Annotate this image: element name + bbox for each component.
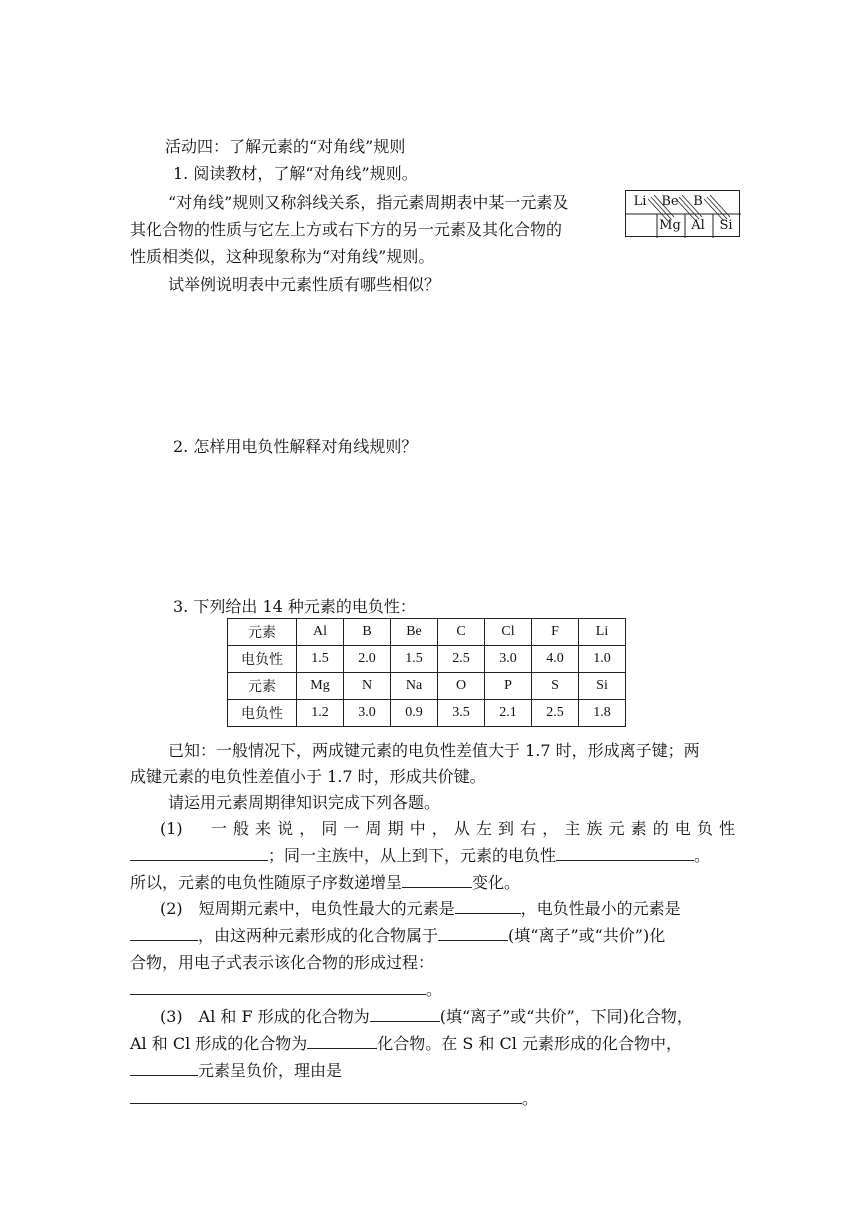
answer-blank[interactable] <box>438 926 508 941</box>
table-cell: 1.5 <box>297 646 344 673</box>
instruction: 请运用元素周期律知识完成下列各题。 <box>168 793 441 812</box>
q2-text-d: (填“离子”或“共价”)化 <box>508 926 666 945</box>
table-cell: 1.8 <box>579 700 626 727</box>
diagram-b: B <box>693 194 703 209</box>
table-cell: N <box>344 673 391 700</box>
answer-blank[interactable] <box>402 873 472 888</box>
table-row <box>228 673 626 700</box>
table-cell: Li <box>579 619 626 646</box>
table-cell: O <box>438 673 485 700</box>
answer-blank[interactable] <box>307 1034 377 1049</box>
table-cell: 1.0 <box>579 646 626 673</box>
table-cell: F <box>532 619 579 646</box>
question-example: 试举例说明表中元素性质有哪些相似？ <box>168 275 441 294</box>
q3-text-b: (填“离子”或“共价”，下同)化合物， <box>439 1007 693 1026</box>
table-cell: Be <box>391 619 438 646</box>
table-cell: Al <box>297 619 344 646</box>
rule-para-line-1: “对角线”规则又称斜线关系，指元素周期表中某一元素及 <box>168 193 569 212</box>
electronegativity-table <box>227 618 626 727</box>
rule-para-line-3: 性质相类似，这种现象称为“对角线”规则。 <box>130 247 435 266</box>
answer-blank[interactable] <box>130 926 198 941</box>
q1-line-3 <box>130 870 520 893</box>
table-cell: 3.0 <box>344 700 391 727</box>
q3-line-1 <box>160 1004 693 1027</box>
item-3: 3. 下列给出 14 种元素的电负性： <box>173 597 416 616</box>
table-cell: 2.5 <box>532 700 579 727</box>
table-cell: Cl <box>485 619 532 646</box>
table-row <box>228 646 626 673</box>
q1-line-1: (1) 一般来说，同一周期中，从左到右，主族元素的电负性 <box>160 819 735 838</box>
diagram-li: Li <box>633 194 647 209</box>
answer-blank[interactable] <box>130 1061 198 1076</box>
table-cell: S <box>532 673 579 700</box>
answer-blank[interactable] <box>455 899 521 914</box>
diagonal-diagram <box>625 190 740 237</box>
item-2: 2. 怎样用电负性解释对角线规则？ <box>173 437 418 456</box>
q3-line-2 <box>130 1031 682 1054</box>
answer-blank[interactable] <box>556 846 694 861</box>
q2-line-2 <box>130 923 665 946</box>
diagram-si: Si <box>719 218 733 233</box>
table-cell: 2.1 <box>485 700 532 727</box>
known-line-1: 已知：一般情况下，两成键元素的电负性差值大于 1.7 时，形成离子键；两 <box>168 741 700 760</box>
q1-text-c: 所以，元素的电负性随原子序数递增呈 <box>130 873 403 892</box>
table-cell: 3.0 <box>485 646 532 673</box>
answer-blank[interactable] <box>370 1007 440 1022</box>
q2-text-b: ，电负性最小的元素是 <box>520 899 681 918</box>
table-cell: P <box>485 673 532 700</box>
table-cell: 2.5 <box>438 646 485 673</box>
table-cell: C <box>438 619 485 646</box>
table-cell: 电负性 <box>228 700 297 727</box>
diagram-mg: Mg <box>659 218 681 233</box>
item-1: 1. 阅读教材，了解“对角线”规则。 <box>173 164 418 183</box>
rule-para-line-2: 其化合物的性质与它左上方或右下方的另一元素及其化合物的 <box>130 220 563 239</box>
q3-text-d: 化合物。在 S 和 Cl 元素形成的化合物中， <box>377 1034 682 1053</box>
q3-text-e: 元素呈负价，理由是 <box>198 1061 343 1080</box>
q2-text-c: ，由这两种元素形成的化合物属于 <box>198 926 439 945</box>
answer-blank[interactable] <box>130 1089 522 1104</box>
table-cell: 电负性 <box>228 646 297 673</box>
q3-text-c: Al 和 Cl 形成的化合物为 <box>130 1034 308 1053</box>
table-cell: 1.2 <box>297 700 344 727</box>
table-cell: Mg <box>297 673 344 700</box>
q3-text-a: (3) Al 和 F 形成的化合物为 <box>160 1007 370 1026</box>
table-cell: B <box>344 619 391 646</box>
q1-text-b: 。 <box>694 846 711 865</box>
table-cell: 3.5 <box>438 700 485 727</box>
table-cell: 元素 <box>228 673 297 700</box>
table-row <box>228 700 626 727</box>
q1-line-2 <box>130 843 710 866</box>
q1-text-a: ；同一主族中，从上到下，元素的电负性 <box>268 846 557 865</box>
q2-line-3: 合物，用电子式表示该化合物的形成过程： <box>130 953 435 972</box>
q3-line-4 <box>130 1086 538 1109</box>
table-cell: Na <box>391 673 438 700</box>
q2-line-1 <box>160 896 681 919</box>
q2-line-4 <box>130 977 442 1000</box>
answer-blank[interactable] <box>130 846 268 861</box>
table-cell: 元素 <box>228 619 297 646</box>
diagram-al: Al <box>691 218 705 233</box>
diagram-be: Be <box>661 194 679 209</box>
table-cell: Si <box>579 673 626 700</box>
q3-text-f: 。 <box>522 1089 539 1108</box>
q2-text-e: 。 <box>426 980 443 999</box>
q3-line-3 <box>130 1058 342 1081</box>
table-row <box>228 619 626 646</box>
table-cell: 1.5 <box>391 646 438 673</box>
table-cell: 4.0 <box>532 646 579 673</box>
q2-text-a: (2) 短周期元素中，电负性最大的元素是 <box>160 899 455 918</box>
answer-blank[interactable] <box>130 980 426 995</box>
q1-text-d: 变化。 <box>472 873 521 892</box>
known-line-2: 成键元素的电负性差值小于 1.7 时，形成共价键。 <box>130 767 486 786</box>
table-cell: 0.9 <box>391 700 438 727</box>
activity-title: 活动四：了解元素的“对角线”规则 <box>165 137 406 156</box>
table-cell: 2.0 <box>344 646 391 673</box>
